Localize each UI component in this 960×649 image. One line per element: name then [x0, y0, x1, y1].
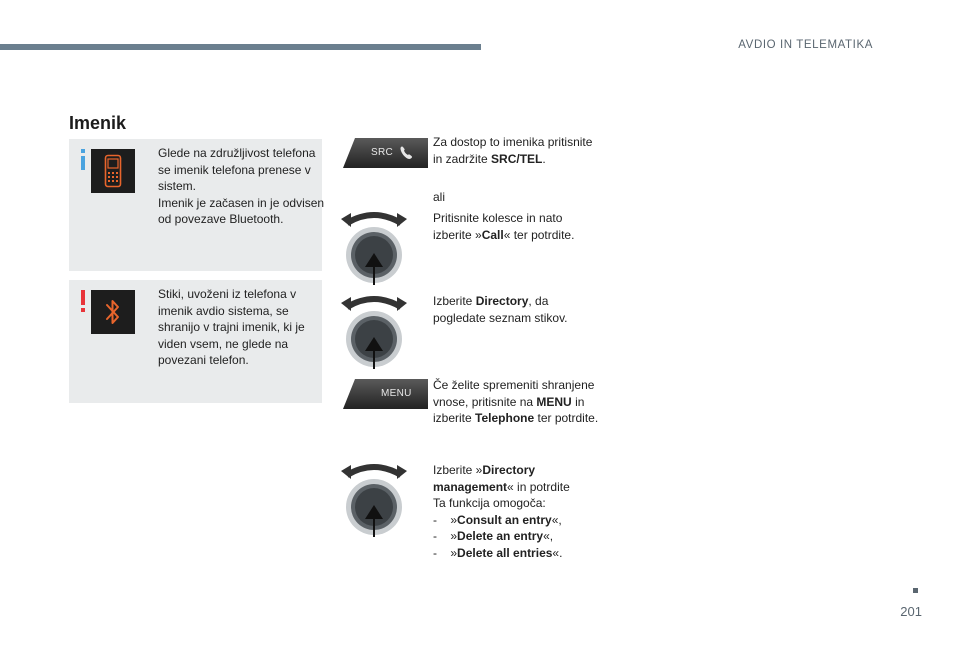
src-label: SRC [371, 147, 394, 158]
warning-box [69, 280, 322, 403]
list-item: - »Consult an entry«, [433, 512, 562, 527]
info-text [158, 145, 328, 228]
warning-text: Stiki, uvoženi iz telefona v imenik avdio sistema, se shranijo v trajni imenik, ki je viden vsem, ne glede na povezani telefon. [158, 287, 305, 367]
end-mark-icon [913, 588, 918, 593]
step-call: Pritisnite kolesce in nato izberite »Call« ter potrdite. [433, 211, 575, 242]
step-menu-telephone: Če želite spremeniti shranjene vnose, pritisnite na MENU in izberite Telephone ter potrdite. [433, 378, 599, 425]
info-text-line2: Imenik je začasen in je odvisen od povezave Bluetooth. [158, 195, 325, 226]
section-title: AVDIO IN TELEMATIKA [738, 39, 873, 51]
warning-icon [81, 290, 88, 312]
info-box [69, 139, 325, 271]
menu-button [343, 379, 428, 409]
src-tel-button [343, 138, 428, 168]
header-bar [0, 44, 481, 50]
step-or: ali [433, 190, 446, 204]
page-title: Imenik [69, 113, 127, 133]
list-item: - »Delete an entry«, [433, 529, 554, 543]
info-text-line1: Glede na združljivost telefona se imenik telefona prenese v sistem. [158, 146, 316, 193]
page-number: 201 [900, 604, 922, 619]
phone-icon [91, 149, 135, 193]
menu-label: MENU [381, 388, 412, 399]
step-src-tel: Za dostop to imenika pritisnite in zadržite SRC/TEL. [433, 135, 593, 166]
list-item: - »Delete all entries«. [433, 545, 563, 560]
bluetooth-icon [91, 290, 135, 334]
knob-icon [339, 209, 409, 289]
info-icon [81, 149, 88, 171]
step-directory-management: Izberite »Directory management« in potrdite Ta funkcija omogoča: - »Consult an entry«, - »Delete an entry«, - »Delete all entries«. [433, 462, 603, 561]
knob-icon [339, 293, 409, 373]
step-directory: Izberite Directory, da pogledate seznam stikov. [433, 294, 568, 325]
knob-icon [339, 461, 409, 541]
